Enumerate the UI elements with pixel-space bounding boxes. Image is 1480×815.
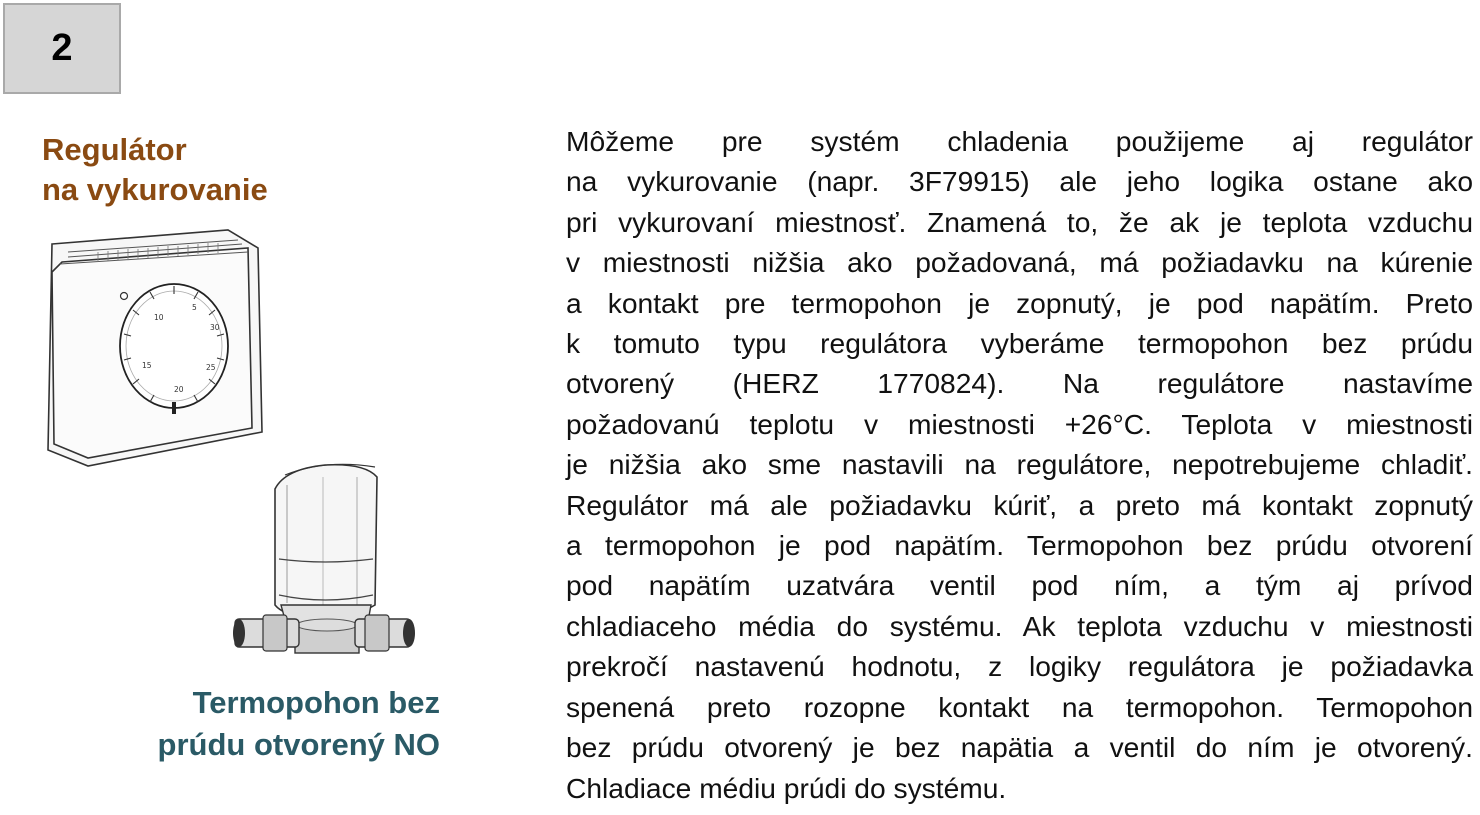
regulator-title-line2: na vykurovanie <box>42 172 268 207</box>
body-line: pri vykurovaní miestnosť. Znamená to, že ak je teplota vzduchu <box>566 205 1473 238</box>
body-line: a termopohon je pod napätím. Termopohon bez prúdu otvorení <box>566 529 1473 562</box>
dial-label-5: 5 <box>192 303 197 312</box>
body-paragraph <box>566 121 1473 808</box>
dial-label-30: 30 <box>210 323 220 332</box>
body-line: spenená preto rozopne kontakt na termopohon. Termopohon <box>566 690 1473 723</box>
dial-label-15: 15 <box>142 361 152 370</box>
body-line: v miestnosti nižšia ako požadovaná, má požiadavku na kúrenie <box>566 246 1473 279</box>
dial-label-20: 20 <box>174 385 184 394</box>
dial-label-10: 10 <box>154 313 164 322</box>
actuator-title-line2: prúdu otvorený NO <box>157 727 440 762</box>
dial-label-25: 25 <box>206 363 216 372</box>
body-line: pod napätím uzatvára ventil pod ním, a tým aj prívod <box>566 569 1473 602</box>
body-line: na vykurovanie (napr. 3F79915) ale jeho logika ostane ako <box>566 165 1473 198</box>
body-line: k tomuto typu regulátora vyberáme termopohon bez prúdu <box>566 327 1473 360</box>
body-line: prekročí nastavenú hodnotu, z logiky regulátora je požiadavka <box>566 650 1473 683</box>
body-line: chladiaceho média do systému. Ak teplota vzduchu v miestnosti <box>566 609 1473 642</box>
regulator-title <box>42 130 342 210</box>
body-line: bez prúdu otvorený je bez napätia a ventil do ním je otvorený. <box>566 731 1473 764</box>
actuator-title <box>100 682 440 766</box>
body-line: a kontakt pre termopohon je zopnutý, je pod napätím. Preto <box>566 286 1473 319</box>
body-line: Môžeme pre systém chladenia použijeme aj regulátor <box>566 125 1473 157</box>
regulator-title-line1: Regulátor <box>42 132 187 167</box>
body-line: Chladiace médiu prúdi do systému. <box>566 771 1007 804</box>
body-line: otvorený (HERZ 1770824). Na regulátore nastavíme <box>566 367 1473 400</box>
page-number-box <box>3 3 121 94</box>
body-line: požadovanú teplotu v miestnosti +26°C. Teplota v miestnosti <box>566 407 1473 440</box>
page-number: 2 <box>51 27 73 69</box>
thermostat-illustration <box>38 222 270 470</box>
actuator-title-line1: Termopohon bez <box>192 685 440 720</box>
body-line: Regulátor má ale požiadavku kúriť, a preto má kontakt zopnutý <box>566 488 1473 521</box>
actuator-illustration <box>225 455 420 670</box>
body-line: je nižšia ako sme nastavili na regulátore, nepotrebujeme chladiť. <box>566 448 1473 481</box>
